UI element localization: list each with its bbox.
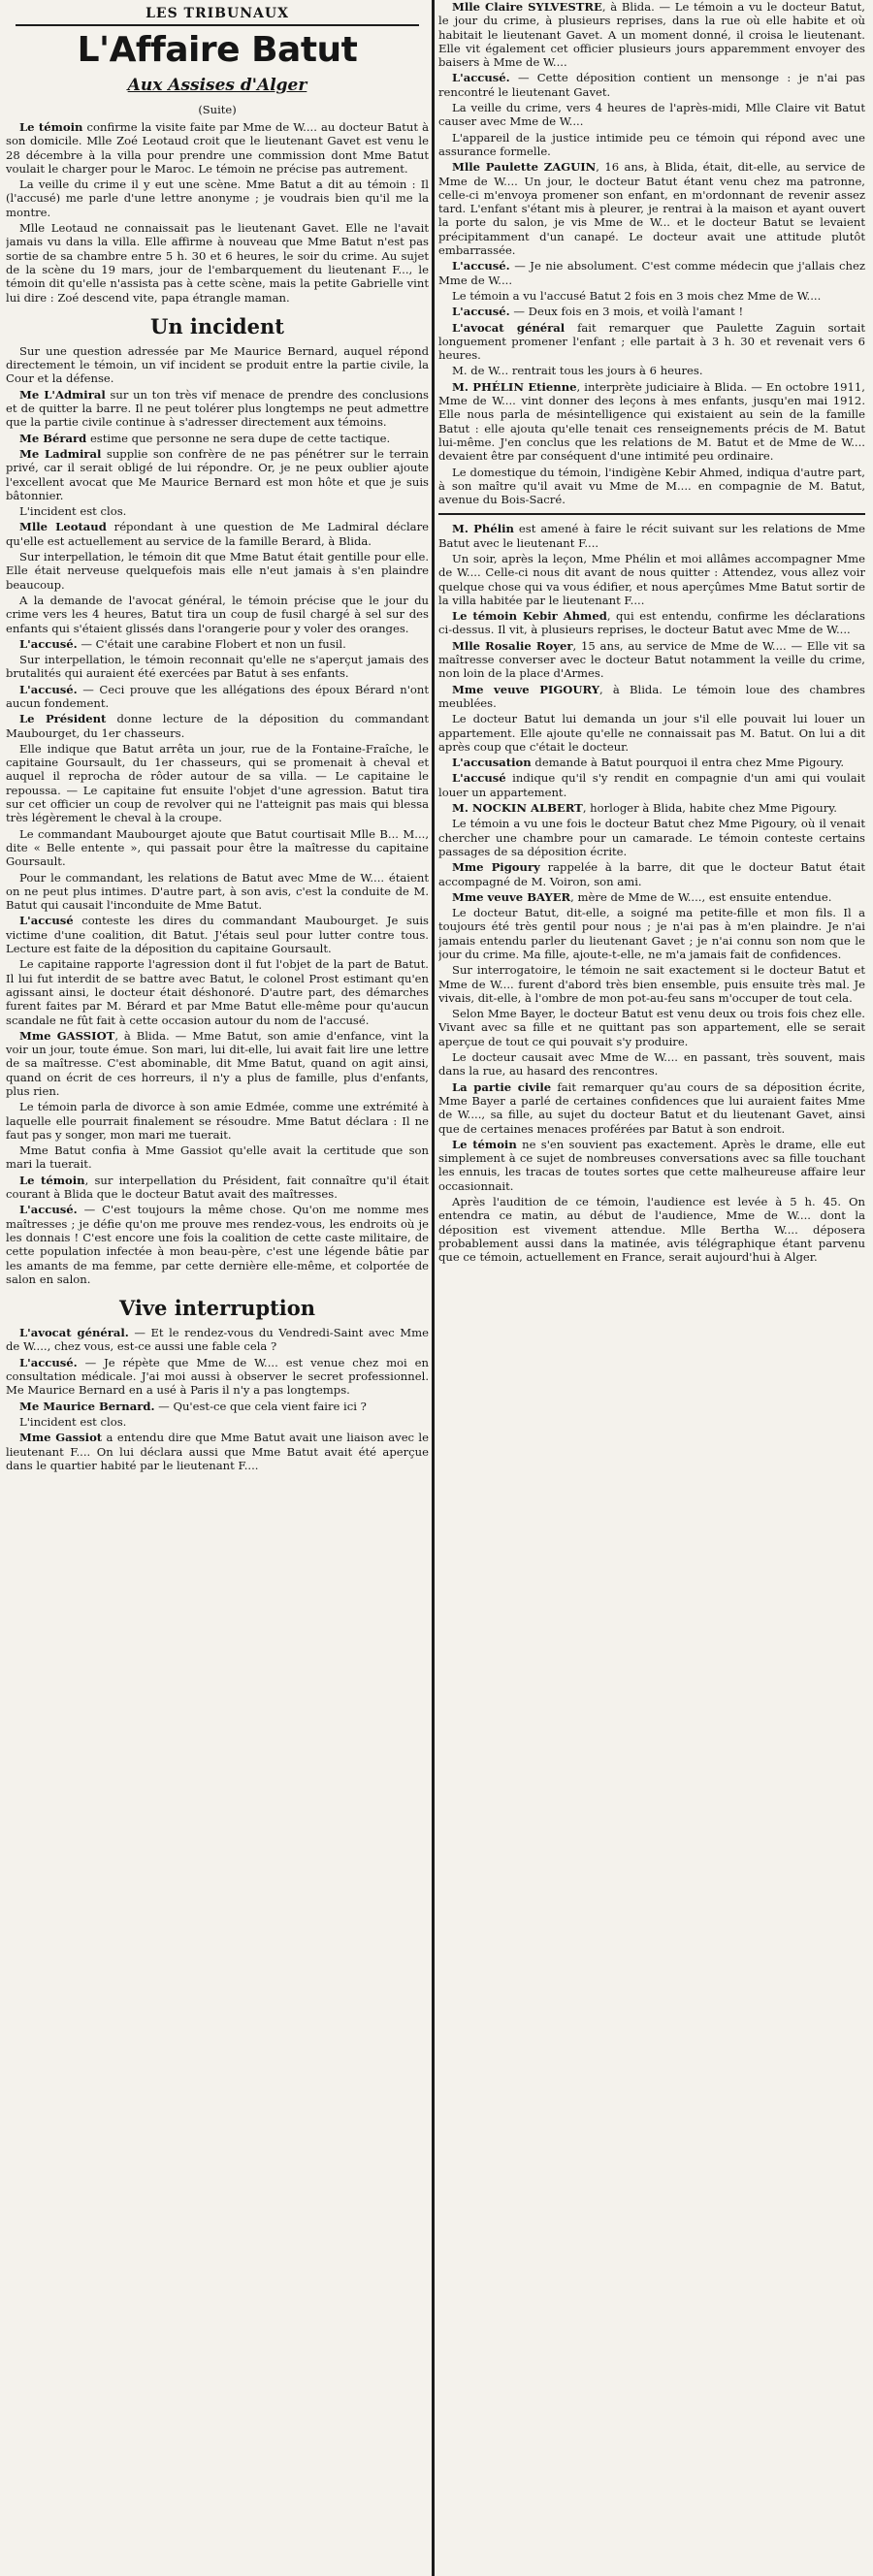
paragraph-text: Un soir, après la leçon, Mme Phélin et moi allâmes accompagner Mme de W.... Celle-ci nous dit avant de nous quitter : Attendez, vous allez voir quelque chose qui va vous édifier, et nous aperçûmes Mme Batut sortir de la villa habitée par le lieutenant F....: [438, 551, 865, 607]
speaker-lead: Mme GASSIOT: [19, 1028, 115, 1043]
article-paragraph: [438, 801, 865, 815]
paragraph-text: A la demande de l'avocat général, le témoin précise que le jour du crime vers les 4 heures, Batut tira un coup de fusil chargé à sel sur des enfants qui s'étaient glissés dans l'orangerie pour y voler des oranges.: [6, 593, 429, 635]
paragraph-text: La veille du crime il y eut une scène. Mme Batut a dit au témoin : Il (l'accusé) me parle d'une lettre anonyme ; je voudrais bien qu'il me la montre.: [6, 177, 429, 219]
article-paragraph: [438, 1138, 865, 1193]
paragraph-text: Le commandant Maubourget ajoute que Batut courtisait Mlle B... M..., dite « Belle entente », qui passait pour être la maîtresse du capitaine Goursault.: [6, 826, 429, 869]
paragraph-text: , à Blida. — Mme Batut, son amie d'enfance, vint la voir un jour, toute émue. Son mari, lui dit-elle, lui avait fait lire une lettre de sa maîtresse. C'est abominable, dit Mme Batut, quand on agit ainsi, quand on écrit de ces horreurs, il n'y a plus de famille, plus d'enfants, plus rien.: [6, 1028, 429, 1098]
speaker-lead: Mme Pigoury: [452, 860, 540, 875]
paragraph-text: , interprète judiciaire à Blida. — En octobre 1911, Mme de W.... vint donner des leçons à mes enfants, jusqu'en mai 1912. Elle nous parla de mésintelligence qui existaient au sein de la famille Batut : elle ajouta qu'elle tenait ces renseignements précis de M. Batut lui-même. J'en conclus que les relations de M. Batut et de Mme de W.... devaient être par conséquent d'une intimité peu ordinaire.: [438, 379, 865, 464]
speaker-lead: L'avocat général: [452, 320, 566, 335]
paragraph-text: — C'est toujours la même chose. Qu'on me nomme mes maîtresses ; je défie qu'on me prouve mes rendez-vous, les endroits où je les donnais ! C'est encore une fois la coalition de cette caste militaire, de cette population infectée à mon beau-père, c'est une légende bâtie par les amants de ma femme, par cette dernière elle-même, et colportée de salon en salon.: [6, 1203, 429, 1286]
paragraph-text: Le témoin parla de divorce à son amie Edmée, comme une extrémité à laquelle elle pourrait finalement se résoudre. Mme Batut déclara : Il ne faut pas y songer, mon mari me tuerait.: [6, 1100, 429, 1142]
speaker-lead: Le témoin: [19, 1173, 85, 1187]
paragraph-text: Sur interpellation, le témoin reconnait qu'elle ne s'aperçut jamais des brutalités qui auraient été exercées par Batut à ses enfants.: [6, 653, 429, 681]
paragraph-text: , horloger à Blida, habite chez Mme Pigoury.: [582, 801, 837, 816]
article-paragraph: [438, 71, 865, 99]
article-paragraph: [6, 871, 429, 913]
article-paragraph: [438, 609, 865, 637]
paragraph-text: Pour le commandant, les relations de Batut avec Mme de W.... étaient on ne peut plus intimes. D'autre part, à son avis, c'est la conduite de M. Batut qui causait l'inconduite de Mme Batut.: [6, 870, 429, 913]
article-paragraph: [6, 177, 429, 219]
paragraph-text: Le docteur causait avec Mme de W.... en passant, très souvent, mais dans la rue, au hasard des rencontres.: [438, 1050, 865, 1079]
speaker-lead: Mlle Rosalie Royer: [452, 638, 573, 653]
paragraph-text: , sur interpellation du Président, fait connaître qu'il était courant à Blida que le docteur Batut avait des maîtresses.: [6, 1173, 429, 1202]
right-paragraphs-a: [438, 0, 865, 506]
article-paragraph: [438, 890, 865, 904]
section-heading-interruption: Vive interruption: [118, 1296, 316, 1321]
speaker-lead: Me Ladmiral: [19, 446, 102, 461]
article-paragraph: [6, 120, 429, 176]
paragraph-text: Le capitaine rapporte l'agression dont il fut l'objet de la part de Batut. Il lui fut interdit de se battre avec Batut, le colonel Prost estimant qu'en agissant ainsi, le docteur était déshonoré. D'autre part, des démarches furent faites par M. Bérard et par Mme Batut elle-même pour qu'aucun scandale ne fût fait à cette occasion autour du nom de l'accusé.: [6, 957, 429, 1027]
paragraph-text: a entendu dire que Mme Batut avait une liaison avec le lieutenant F.... On lui déclara aussi que Mme Batut avait été aperçue dans le quartier habité par le lieutenant F....: [6, 1431, 429, 1472]
article-paragraph: [6, 683, 429, 711]
article-paragraph: [6, 742, 429, 825]
paragraph-text: Sur interpellation, le témoin dit que Mme Batut était gentille pour elle. Elle était nerveuse quelquefois mais elle n'eut jamais à s'en plaindre beaucoup.: [6, 550, 429, 592]
paragraph-text: Le docteur Batut, dit-elle, a soigné ma petite-fille et mon fils. Il a toujours été très gentil pour nous ; je n'ai pas à m'en plaindre. Je n'ai jamais entendu parler du lieutenant Gavet ; je n'ai connu son nom que le jour du crime. Ma fille, ajoute-t-elle, ne m'a jamais fait de confidences.: [438, 906, 865, 961]
paragraph-text: Sur une question adressée par Me Maurice Bernard, auquel répond directement le témoin, un vif incident se produit entre la partie civile, la Cour et la défense.: [6, 343, 429, 386]
speaker-lead: Mlle Claire SYLVESTRE: [452, 0, 602, 14]
paragraph-text: — C'était une carabine Flobert et non un fusil.: [77, 636, 346, 651]
speaker-lead: M. NOCKIN ALBERT: [452, 801, 583, 816]
article-paragraph: [6, 1431, 429, 1472]
paragraph-text: — Et le rendez-vous du Vendredi-Saint avec Mme de W...., chez vous, est-ce aussi une fable cela ?: [6, 1326, 429, 1354]
left-column: [6, 0, 429, 2576]
article-paragraph: [438, 101, 865, 129]
paragraph-text: — Je nie absolument. C'est comme médecin que j'allais chez Mme de W....: [438, 259, 865, 287]
article-paragraph: [438, 131, 865, 159]
article-paragraph: [438, 552, 865, 607]
article-paragraph: [438, 305, 865, 318]
speaker-lead: L'accusé.: [19, 1203, 78, 1217]
article-paragraph: [6, 594, 429, 635]
article-paragraph: [6, 344, 429, 386]
article-paragraph: [438, 1080, 865, 1136]
speaker-lead: L'accusé.: [452, 71, 510, 85]
paragraph-text: Mlle Leotaud ne connaissait pas le lieutenant Gavet. Elle ne l'avait jamais vu dans la villa. Elle affirme à nouveau que Mme Batut n'est pas sortie de sa chambre entre 5 h. 30 et 6 heures, le soir du crime. Au sujet de la scène du 19 mars, jour de l'embarquement du lieutenant F..., le témoin dit qu'elle n'assista pas à cette scène, mais la petite Gabrielle vint lui dire : Zoé descend vite, papa étrangle maman.: [6, 221, 429, 305]
speaker-lead: Mme veuve PIGOURY: [452, 682, 600, 696]
article-paragraph: [438, 466, 865, 507]
article-paragraph: [438, 160, 865, 257]
paragraph-text: fait remarquer qu'au cours de sa déposition écrite, Mme Bayer a parlé de certaines confidences que lui auraient faites Mme de W...., sa fille, au sujet du docteur Batut et du lieutenant Gavet, ainsi que de certaines menaces proférées par Batut à son endroit.: [438, 1079, 865, 1136]
article-paragraph: [6, 1356, 429, 1398]
paragraph-text: — Qu'est-ce que cela vient faire ici ?: [154, 1399, 367, 1413]
paragraph-text: — Je répète que Mme de W.... est venue chez moi en consultation médicale. J'ai moi aussi à observer le secret professionnel. Me Maurice Bernard en a usé à Paris il n'y a pas longtemps.: [6, 1355, 429, 1398]
speaker-lead: Le témoin: [19, 120, 83, 134]
speaker-lead: Mlle Paulette ZAGUIN: [452, 160, 597, 175]
article-paragraph: [6, 520, 429, 548]
article-paragraph: [6, 653, 429, 681]
article-paragraph: [6, 712, 429, 740]
paragraph-text: Le témoin a vu l'accusé Batut 2 fois en 3 mois chez Mme de W....: [452, 288, 822, 303]
paragraph-text: , 16 ans, à Blida, était, dit-elle, au service de Mme de W.... Un jour, le docteur Batut étant venu chez ma patronne, celle-ci m'envoya promener son enfant, en m'ordonnant de revenir assez tard. L'enfant s'étant mis à pleurer, je rentrai à la maison et ayant ouvert la porte du salon, je vis Mme de W... et le docteur Batut se levaient précipitamment d'un canapé. Le docteur avait une attitude plutôt embarrassée.: [438, 160, 865, 258]
paragraph-text: , 15 ans, au service de Mme de W.... — Elle vit sa maîtresse converser avec le docteur Batut notamment la veille du crime, non loin de la place d'Armes.: [438, 638, 865, 681]
speaker-lead: Le témoin: [452, 1137, 517, 1151]
speaker-lead: Me L'Admiral: [19, 387, 106, 402]
paragraph-text: M. de W... rentrait tous les jours à 6 heures.: [452, 364, 703, 378]
article-paragraph: [438, 683, 865, 711]
paragraph-text: est amené à faire le récit suivant sur les relations de Mme Batut avec le lieutenant F....: [438, 522, 865, 550]
paragraph-text: , mère de Mme de W...., est ensuite entendue.: [570, 889, 832, 904]
article-paragraph: [438, 321, 865, 363]
right-paragraphs-b: [438, 522, 865, 1264]
article-paragraph: [6, 550, 429, 592]
continuation-note: (Suite): [198, 103, 237, 116]
paragraph-text: fait remarquer que Paulette Zaguin sortait longuement promener l'enfant ; elle partait à 3 h. 30 et revenait vers 6 heures.: [438, 320, 865, 363]
paragraph-text: Le docteur Batut lui demanda un jour s'il elle pouvait lui louer un appartement. Elle ajoute qu'elle ne connaissait pas M. Batut. On lui a dit après coup que c'était le docteur.: [438, 712, 865, 754]
article-paragraph: [438, 639, 865, 681]
article-paragraph: [6, 1174, 429, 1202]
article-paragraph: [438, 289, 865, 303]
article-paragraph: [6, 957, 429, 1026]
paragraph-text: L'incident est clos.: [19, 504, 127, 519]
paragraph-text: conteste les dires du commandant Maubourget. Je suis victime d'une coalition, dit Batut. J'étais seul pour lutter contre tous. Lecture est faite de la déposition du capitaine Goursault.: [6, 914, 429, 956]
speaker-lead: L'accusé.: [19, 1355, 78, 1369]
paragraph-text: Sur interrogatoire, le témoin ne sait exactement si le docteur Batut et Mme de W.... furent d'abord très bien ensemble, puis ensuite très mal. Je vivais, dit-elle, à l'ombre de mon pot-au-feu sans m'occuper de tout cela.: [438, 963, 865, 1005]
speaker-lead: Mme Gassiot: [19, 1431, 103, 1445]
speaker-lead: Mme veuve BAYER: [452, 889, 571, 904]
article-paragraph: [6, 504, 429, 518]
article-paragraph: [6, 1100, 429, 1142]
paragraph-text: — Ceci prouve que les allégations des époux Bérard n'ont aucun fondement.: [6, 682, 429, 710]
paragraph-text: Selon Mme Bayer, le docteur Batut est venu deux ou trois fois chez elle. Vivant avec sa fille et ne quittant pas son appartement, elle se serait aperçue de tout ce qui pouvait s'y produire.: [438, 1007, 865, 1048]
paragraph-text: donne lecture de la déposition du commandant Maubourget, du 1er chasseurs.: [6, 712, 429, 740]
section-heading-incident: Un incident: [150, 313, 284, 338]
speaker-lead: Mlle Leotaud: [19, 520, 107, 534]
article-paragraph: [438, 0, 865, 69]
paragraph-text: ne s'en souvient pas exactement. Après le drame, elle eut simplement à ce sujet de nombreuses conversations avec sa fille touchant les ennuis, les tracas de toutes sortes que cette malheureuse affaire leur occasionnait.: [438, 1137, 865, 1193]
article-paragraph: [438, 756, 865, 769]
article-paragraph: [6, 914, 429, 955]
speaker-lead: Me Bérard: [19, 431, 87, 445]
article-paragraph: [438, 364, 865, 377]
speaker-lead: L'accusé.: [452, 259, 510, 274]
right-separator: [438, 513, 865, 515]
speaker-lead: L'accusé.: [19, 682, 78, 696]
paragraph-text: Le témoin a vu une fois le docteur Batut chez Mme Pigoury, où il venait chercher une chambre pour un camarade. Le témoin conteste certains passages de sa déposition écrite.: [438, 817, 865, 858]
paragraph-text: Elle indique que Batut arrêta un jour, rue de la Fontaine-Fraîche, le capitaine Goursault, du 1er chasseurs, qui se promenait à cheval et auquel il reprocha de rôder autour de sa villa. — Le capitaine le repoussa. — Le capitaine fut ensuite l'objet d'une agression. Batut tira sur cet officier un coup de revolver qui ne l'atteignit pas mais qui blessa très légèrement le cheval à la croupe.: [6, 741, 429, 825]
article-paragraph: [6, 827, 429, 869]
article-paragraph: [438, 817, 865, 858]
article-paragraph: [6, 1143, 429, 1172]
paragraph-text: rappelée à la barre, dit que le docteur Batut était accompagné de M. Voiron, son ami.: [438, 860, 865, 888]
paragraph-text: confirme la visite faite par Mme de W.... au docteur Batut à son domicile. Mlle Zoé Leotaud croit que le lieutenant Gavet est venu le 28 décembre à la villa pour prendre une commission dont Mme Batut voulait le charger pour le Maroc. Le témoin ne précise pas autrement.: [6, 120, 429, 176]
speaker-lead: M. Phélin: [452, 522, 514, 536]
paragraph-text: Après l'audition de ce témoin, l'audience est levée à 5 h. 45. On entendra ce matin, au début de l'audience, Mme de W.... dont la déposition est vivement attendue. Mlle Bertha W.... déposera probablement aussi dans la matinée, avis télégraphique étant parvenu que ce témoin, actuellement en France, serait aujourd'hui à Alger.: [438, 1195, 865, 1265]
speaker-lead: Le Président: [19, 712, 107, 726]
paragraph-text: L'incident est clos.: [19, 1414, 127, 1429]
article-paragraph: [6, 1326, 429, 1354]
kicker-rule: [16, 24, 419, 26]
article-paragraph: [438, 1050, 865, 1079]
article-paragraph: [438, 380, 865, 464]
article-paragraph: [438, 712, 865, 754]
column-divider: [432, 0, 435, 2576]
speaker-lead: L'accusé.: [452, 305, 510, 319]
article-paragraph: [6, 1415, 429, 1429]
right-column: [438, 0, 865, 2576]
article-paragraph: [438, 522, 865, 550]
paragraph-text: sur un ton très vif menace de prendre des conclusions et de quitter la barre. Il ne peut tolérer plus longtemps ne peut admettre que la partie civile continue à s'adresser directement aux témoins.: [6, 387, 429, 430]
speaker-lead: L'accusé: [19, 914, 74, 928]
article-paragraph: [6, 447, 429, 502]
paragraph-text: — Cette déposition contient un mensonge : je n'ai pas rencontré le lieutenant Gavet.: [438, 71, 865, 99]
paragraph-text: , à Blida. Le témoin loue des chambres meublées.: [438, 682, 865, 710]
article-paragraph: [6, 637, 429, 651]
article-paragraph: [6, 388, 429, 430]
article-title: L'Affaire Batut: [77, 30, 358, 70]
paragraph-text: — Deux fois en 3 mois, et voilà l'amant !: [509, 305, 744, 319]
article-paragraph: [6, 1400, 429, 1413]
article-paragraph: [438, 259, 865, 287]
article-paragraph: [6, 1029, 429, 1098]
speaker-lead: L'accusation: [452, 756, 532, 770]
section-kicker: LES TRIBUNAUX: [146, 6, 289, 21]
paragraph-text: , qui est entendu, confirme les déclarations ci-dessus. Il vit, à plusieurs reprises, le docteur Batut avec Mme de W....: [438, 609, 865, 637]
article-paragraph: [6, 1203, 429, 1286]
article-paragraph: [438, 771, 865, 799]
paragraphs-c: [6, 1326, 429, 1472]
paragraph-text: Mme Batut confia à Mme Gassiot qu'elle avait la certitude que son mari la tuerait.: [6, 1143, 429, 1172]
article-paragraph: [6, 221, 429, 305]
article-paragraph: [438, 1007, 865, 1048]
paragraph-text: répondant à une question de Me Ladmiral déclare qu'elle est actuellement au service de la famille Berard, à Blida.: [6, 520, 429, 548]
paragraphs-b: [6, 344, 429, 1286]
article-paragraph: [438, 963, 865, 1005]
paragraph-text: Le domestique du témoin, l'indigène Kebir Ahmed, indiqua d'autre part, à son maître qu'il avait vu Mme de M.... en compagnie de M. Batut, avenue du Bois-Sacré.: [438, 465, 865, 507]
paragraph-text: indique qu'il s'y rendit en compagnie d'un ami qui voulait louer un appartement.: [438, 771, 865, 799]
speaker-lead: M. PHÉLIN Etienne: [452, 379, 577, 394]
speaker-lead: L'accusé: [452, 771, 506, 786]
paragraph-text: estime que personne ne sera dupe de cette tactique.: [86, 431, 391, 445]
paragraph-text: , à Blida. — Le témoin a vu le docteur Batut, le jour du crime, à plusieurs reprises, dans la rue où elle habite et où habitait le lieutenant Gavet. A un moment donné, il croisa le lieutenant. Elle vit également cet officier plusieurs jours apparemment envoyer des baisers à Mme de W....: [438, 0, 865, 70]
article-subtitle: Aux Assises d'Alger: [127, 76, 307, 95]
paragraph-text: demande à Batut pourquoi il entra chez Mme Pigoury.: [531, 756, 845, 770]
article-paragraph: [438, 1195, 865, 1264]
paragraph-text: L'appareil de la justice intimide peu ce témoin qui répond avec une assurance formelle.: [438, 130, 865, 158]
article-paragraph: [6, 432, 429, 445]
paragraph-text: La veille du crime, vers 4 heures de l'après-midi, Mlle Claire vit Batut causer avec Mme de W....: [438, 101, 865, 129]
speaker-lead: L'accusé.: [19, 636, 78, 651]
paragraphs-a: [6, 120, 429, 305]
article-paragraph: [438, 860, 865, 888]
speaker-lead: L'avocat général.: [19, 1326, 129, 1340]
article-paragraph: [438, 906, 865, 961]
speaker-lead: La partie civile: [452, 1079, 552, 1094]
speaker-lead: Le témoin Kebir Ahmed: [452, 609, 607, 624]
paragraph-text: supplie son confrère de ne pas pénétrer sur le terrain privé, car il serait obligé de lui répondre. Or, je ne peux oublier ajoute l'excellent avocat que Me Maurice Bernard est mon hôte et que je suis bâtonnier.: [6, 446, 429, 502]
speaker-lead: Me Maurice Bernard.: [19, 1399, 155, 1413]
